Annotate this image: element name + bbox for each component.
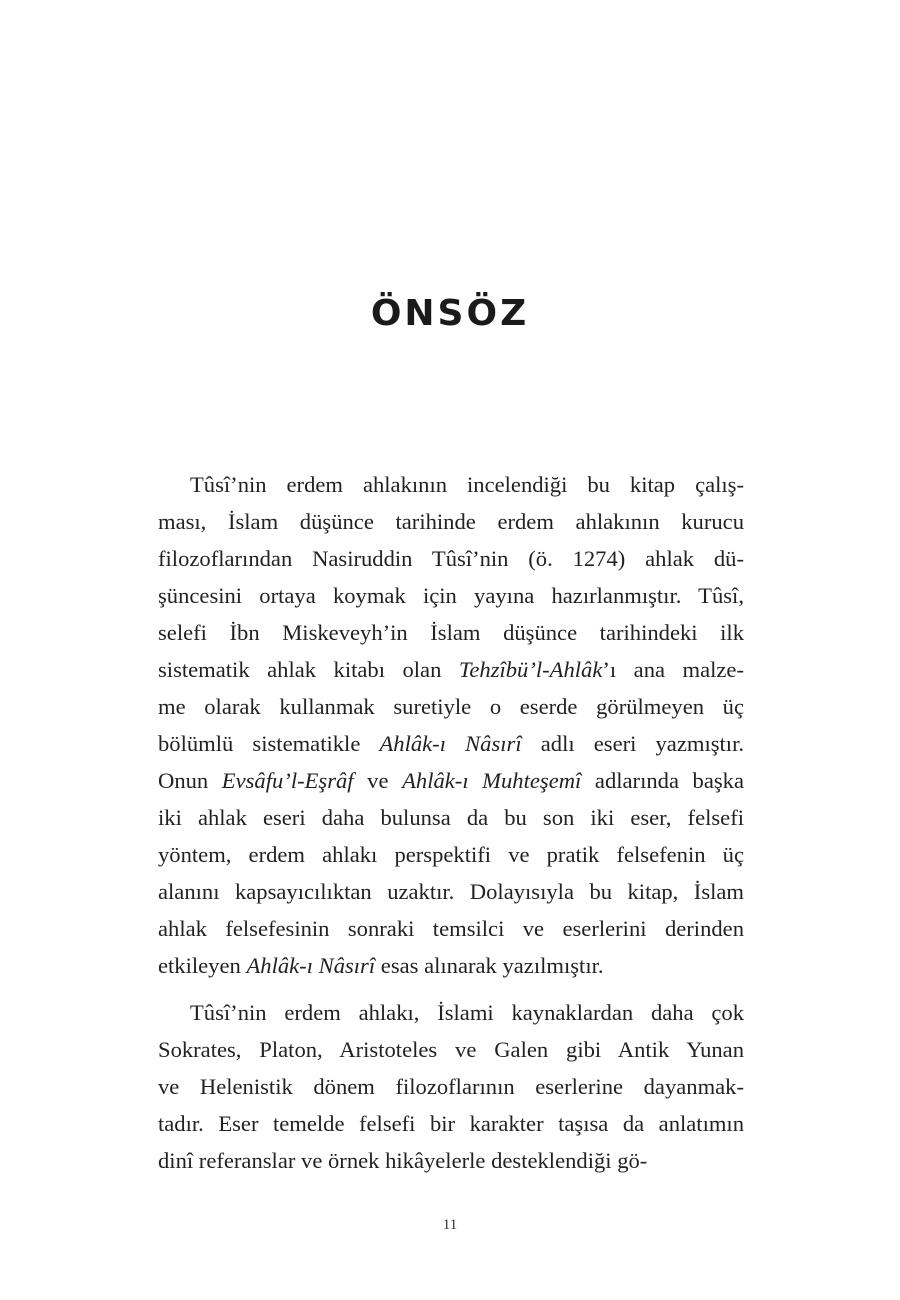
- text-segment: yöntem, erdem ahlakı perspektifi ve pratik felsefenin üç: [158, 842, 744, 867]
- text-segment: ’ı ana malze-: [602, 657, 744, 682]
- text-segment: şüncesini ortaya koymak için yayına hazırlanmıştır. Tûsî,: [158, 583, 744, 608]
- text-line: [158, 688, 744, 725]
- text-line: [158, 994, 744, 1031]
- text-line: [158, 1031, 744, 1068]
- text-line: [158, 1105, 744, 1142]
- text-line: [158, 762, 744, 799]
- italic-title: Ahlâk-ı Nâsırî: [379, 731, 522, 756]
- text-line: [158, 873, 744, 910]
- text-line: [158, 799, 744, 836]
- text-line: [158, 466, 744, 503]
- text-segment: esas alınarak yazılmıştır.: [375, 953, 604, 978]
- italic-title: Evsâfu’l-Eşrâf: [221, 768, 354, 793]
- text-segment: filozoflarından Nasiruddin Tûsî’nin (ö. 1274) ahlak dü-: [158, 546, 744, 571]
- text-line: [158, 503, 744, 540]
- text-segment: Sokrates, Platon, Aristoteles ve Galen gibi Antik Yunan: [158, 1037, 744, 1062]
- text-segment: adlarında başka: [581, 768, 745, 793]
- text-segment: Tûsî’nin erdem ahlakının incelendiği bu kitap çalış-: [190, 472, 744, 497]
- body-text: [158, 466, 744, 1179]
- text-line: [158, 836, 744, 873]
- text-line: [158, 614, 744, 651]
- text-segment: selefi İbn Miskeveyh’in İslam düşünce tarihindeki ilk: [158, 620, 744, 645]
- text-segment: alanını kapsayıcılıktan uzaktır. Dolayısıyla bu kitap, İslam: [158, 879, 744, 904]
- text-segment: ve: [353, 768, 403, 793]
- text-line: [158, 910, 744, 947]
- page-number: 11: [442, 1217, 458, 1233]
- text-segment: sistematik ahlak kitabı olan: [158, 657, 459, 682]
- italic-title: Tehzîbü’l-Ahlâk: [458, 657, 603, 682]
- text-line: [158, 947, 744, 984]
- page-title: ÖNSÖZ: [370, 293, 530, 334]
- text-segment: bölümlü sistematikle: [158, 731, 380, 756]
- text-segment: Tûsî’nin erdem ahlakı, İslami kaynaklardan daha çok: [190, 1000, 744, 1025]
- text-segment: ahlak felsefesinin sonraki temsilci ve eserlerini derinden: [158, 916, 744, 941]
- text-segment: ve Helenistik dönem filozoflarının eserlerine dayanmak-: [158, 1074, 744, 1099]
- text-line: [158, 725, 744, 762]
- text-segment: ması, İslam düşünce tarihinde erdem ahlakının kurucu: [158, 509, 744, 534]
- text-segment: Onun: [158, 768, 222, 793]
- text-line: [158, 540, 744, 577]
- paragraph-2: [158, 994, 744, 1179]
- text-segment: adlı eseri yazmıştır.: [521, 731, 744, 756]
- text-line: [158, 577, 744, 614]
- text-segment: iki ahlak eseri daha bulunsa da bu son iki eser, felsefi: [158, 805, 744, 830]
- text-segment: dinî referanslar ve örnek hikâyelerle desteklendiği gö-: [158, 1148, 648, 1173]
- text-line: [158, 651, 744, 688]
- text-segment: me olarak kullanmak suretiyle o eserde görülmeyen üç: [158, 694, 744, 719]
- paragraph-1: [158, 466, 744, 984]
- text-line: [158, 1142, 744, 1179]
- text-segment: etkileyen: [158, 953, 247, 978]
- text-segment: tadır. Eser temelde felsefi bir karakter taşısa da anlatımın: [158, 1111, 744, 1136]
- italic-title: Ahlâk-ı Muhteşemî: [402, 768, 582, 793]
- italic-title: Ahlâk-ı Nâsırî: [246, 953, 376, 978]
- text-line: [158, 1068, 744, 1105]
